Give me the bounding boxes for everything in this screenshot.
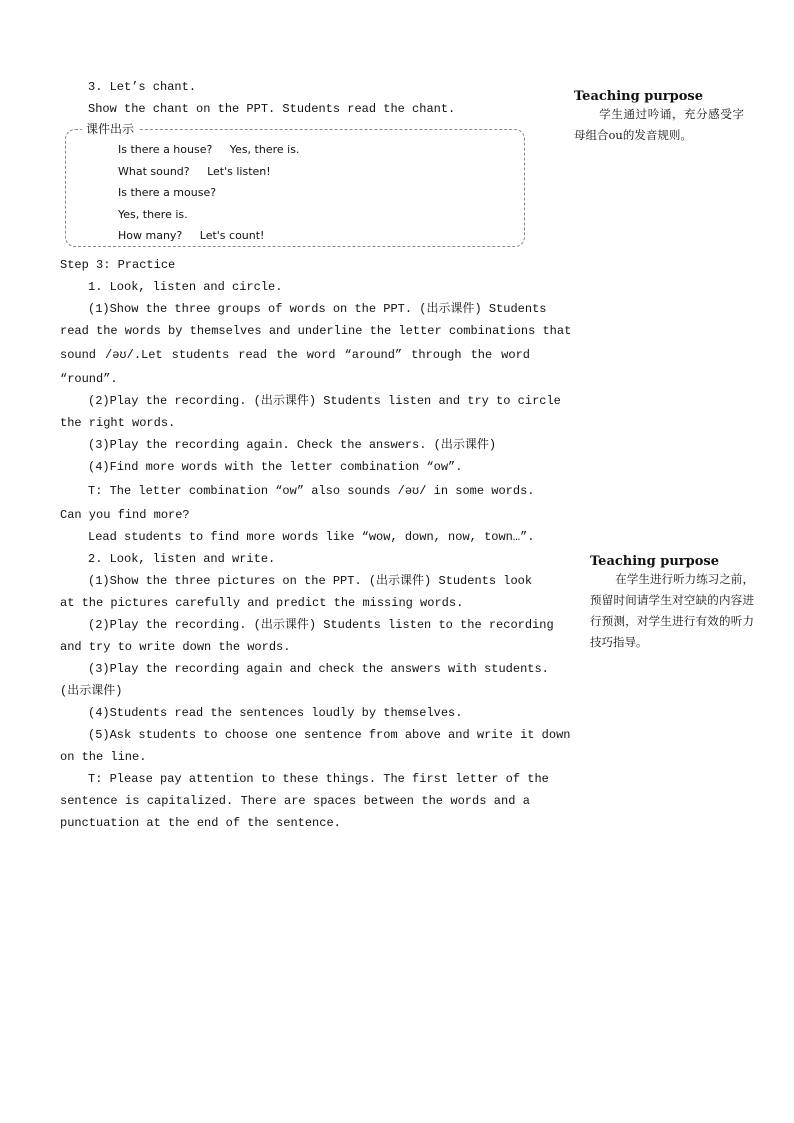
chant-line: What sound? Let's listen! xyxy=(118,164,271,178)
paragraph-line: Can you find more? xyxy=(60,508,190,522)
chant-line: Is there a house? Yes, there is. xyxy=(118,143,300,156)
paragraph-line: (出示课件) xyxy=(60,684,123,698)
paragraph-line: punctuation at the end of the sentence. xyxy=(60,816,341,830)
paragraph-line: (4)Students read the sentences loudly by themselves. xyxy=(88,706,463,720)
courseware-box-title: 课件出示 xyxy=(82,121,138,137)
chant-heading: 3. Let’s chant. xyxy=(88,80,197,94)
paragraph-line: sound /əʊ/.Let students read the word “around” through the word xyxy=(60,348,530,362)
paragraph-line: (3)Play the recording again. Check the answers. (出示课件) xyxy=(88,438,497,452)
paragraph-line: (1)Show the three groups of words on the PPT. (出示课件) Students xyxy=(88,302,547,316)
paragraph-line: (4)Find more words with the letter combination “ow”. xyxy=(88,460,463,474)
teaching-purpose-heading: Teaching purpose xyxy=(590,554,719,569)
paragraph-line: (5)Ask students to choose one sentence from above and write it down xyxy=(88,728,571,742)
chant-instruction: Show the chant on the PPT. Students read the chant. xyxy=(88,102,456,116)
paragraph-line: “round”. xyxy=(60,372,118,386)
paragraph-line: at the pictures carefully and predict the missing words. xyxy=(60,596,464,610)
paragraph-line: (1)Show the three pictures on the PPT. (出示课件) Students look xyxy=(88,574,533,588)
teaching-purpose-text: 在学生进行听力练习之前，预留时间请学生对空缺的内容进行预测，对学生进行有效的听力技巧指导。 xyxy=(590,572,754,649)
paragraph-line: and try to write down the words. xyxy=(60,640,291,654)
paragraph-line: read the words by themselves and underline the letter combinations that xyxy=(60,324,572,338)
paragraph-line: (2)Play the recording. (出示课件) Students listen and try to circle xyxy=(88,394,561,408)
teaching-purpose-text: 学生通过吟诵，充分感受字母组合ou的发音规则。 xyxy=(574,107,744,142)
paragraph-line: (2)Play the recording. (出示课件) Students listen to the recording xyxy=(88,618,554,632)
paragraph-line: 2. Look, listen and write. xyxy=(88,552,276,566)
step-heading: Step 3: Practice xyxy=(60,258,176,272)
chant-line: Is there a mouse? xyxy=(118,186,217,200)
paragraph-line: on the line. xyxy=(60,750,147,764)
chant-lines xyxy=(118,139,299,247)
paragraph-line: T: The letter combination “ow” also sounds /əʊ/ in some words. xyxy=(88,484,535,498)
paragraph-line: Lead students to find more words like “wow, down, now, town…”. xyxy=(88,530,535,544)
teaching-purpose-heading: Teaching purpose xyxy=(574,89,703,104)
paragraph-line: sentence is capitalized. There are spaces between the words and a xyxy=(60,794,530,808)
main-column xyxy=(60,76,530,120)
courseware-box xyxy=(65,122,525,247)
paragraph-line: (3)Play the recording again and check the answers with students. xyxy=(88,662,549,676)
teaching-purpose-note-1 xyxy=(574,89,744,146)
paragraph-line: T: Please pay attention to these things. The first letter of the xyxy=(88,772,549,786)
chant-line: Yes, there is. xyxy=(118,207,188,221)
teaching-purpose-note-2 xyxy=(590,554,754,653)
paragraph-line: 1. Look, listen and circle. xyxy=(88,280,283,294)
chant-line: How many? Let's count! xyxy=(118,229,265,243)
paragraph-line: the right words. xyxy=(60,416,176,430)
practice-section xyxy=(60,254,572,834)
